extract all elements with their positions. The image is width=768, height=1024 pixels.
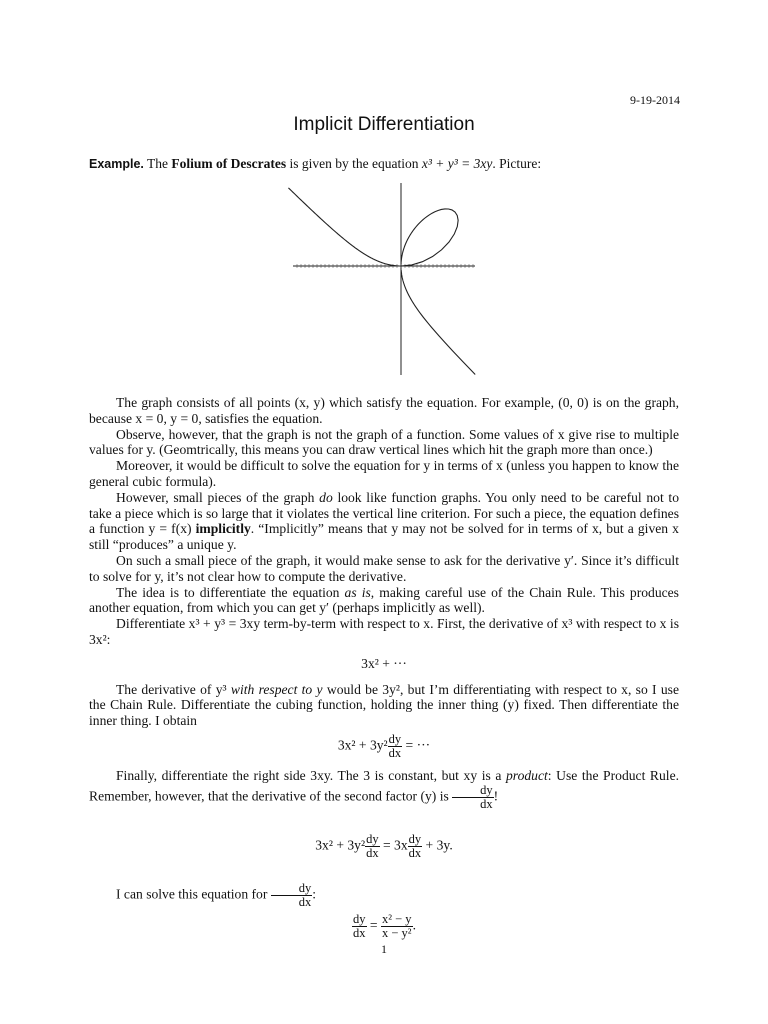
equation-2: 3x² + 3y² $\frac{dy}{dx}$ = ··· <box>337 731 431 760</box>
folium-equation: x³ + y³ = 3xy <box>421 156 493 171</box>
paragraph: On such a small piece of the graph, it would make sense to ask for the derivative y′. Since it’s difficult to solve for y, it’s not clear how to compute the derivative. <box>89 552 679 584</box>
equation-4: $\frac{dy}{dx}$ = $\frac{\text{x² − y}}{\text{x − y²}}$ . <box>353 911 416 940</box>
paragraph: Finally, differentiate the right side 3xy. The 3 is constant, but xy is a product: Use the Product Rule. Remember, however, that the derivative of the second factor (y) is $\frac{dy}{dx}$ ! <box>89 767 679 811</box>
paragraph: Moreover, it would be difficult to solve the equation for y in terms of x (unless you happen to know the general cubic formula). <box>89 458 679 489</box>
example-intro: Example. The Folium of Descrates is given by the equation x³ + y³ = 3xy. Picture: <box>89 156 542 171</box>
equation-3: 3x² + 3y² $\frac{dy}{dx}$ = 3x $\frac{dy}{dx}$ + 3y. <box>315 831 453 860</box>
paragraph: Observe, however, that the graph is not the graph of a function. Some values of x give rise to multiple values for y. (Geomtrically, this means you can draw vertical lines which hit the graph more than once.) <box>89 426 679 458</box>
paragraph: The idea is to differentiate the equation as is, making careful use of the Chain Rule. This produces another equation, from which you can get y′ (perhaps implicitly as well). <box>89 584 679 616</box>
body-text <box>89 395 679 940</box>
equation-1: 3x² + ··· <box>361 655 407 671</box>
paragraph: Differentiate x³ + y³ = 3xy term-by-term with respect to x. First, the derivative of x³ with respect to x is 3x²: <box>89 616 679 647</box>
implicitly-term: implicitly <box>195 521 251 537</box>
example-label: Example. <box>89 157 144 171</box>
folium-graph <box>287 183 477 377</box>
folium-term: Folium of Descrates <box>171 156 287 171</box>
page-number: 1 <box>381 942 387 956</box>
page-title: Implicit Differentiation <box>293 114 475 135</box>
paragraph: I can solve this equation for $\frac{dy}{dx}$ : <box>116 880 317 909</box>
paragraph: However, small pieces of the graph do look like function graphs. You only need to be careful not to take a piece which is so large that it violates the vertical line criterion. For such a piece, the equation defines a function y = f(x) implicitly. “Implicitly” means that y may not be solved for in terms of x, but a given x still “produces” a unique y. <box>89 489 679 553</box>
folium-curve <box>288 188 475 375</box>
paragraph: The derivative of y³ with respect to y would be 3y², but I’m differentiating with respect to x, so I use the Chain Rule. Differentiate the cubing function, holding the inner thing (y) fixed. Then differentiate the inner thing. I obtain <box>89 681 679 729</box>
header-date: 9-19-2014 <box>630 93 680 107</box>
paragraph: The graph consists of all points (x, y) which satisfy the equation. For example, (0, 0) is on the graph, because x = 0, y = 0, satisfies the equation. <box>89 395 679 426</box>
